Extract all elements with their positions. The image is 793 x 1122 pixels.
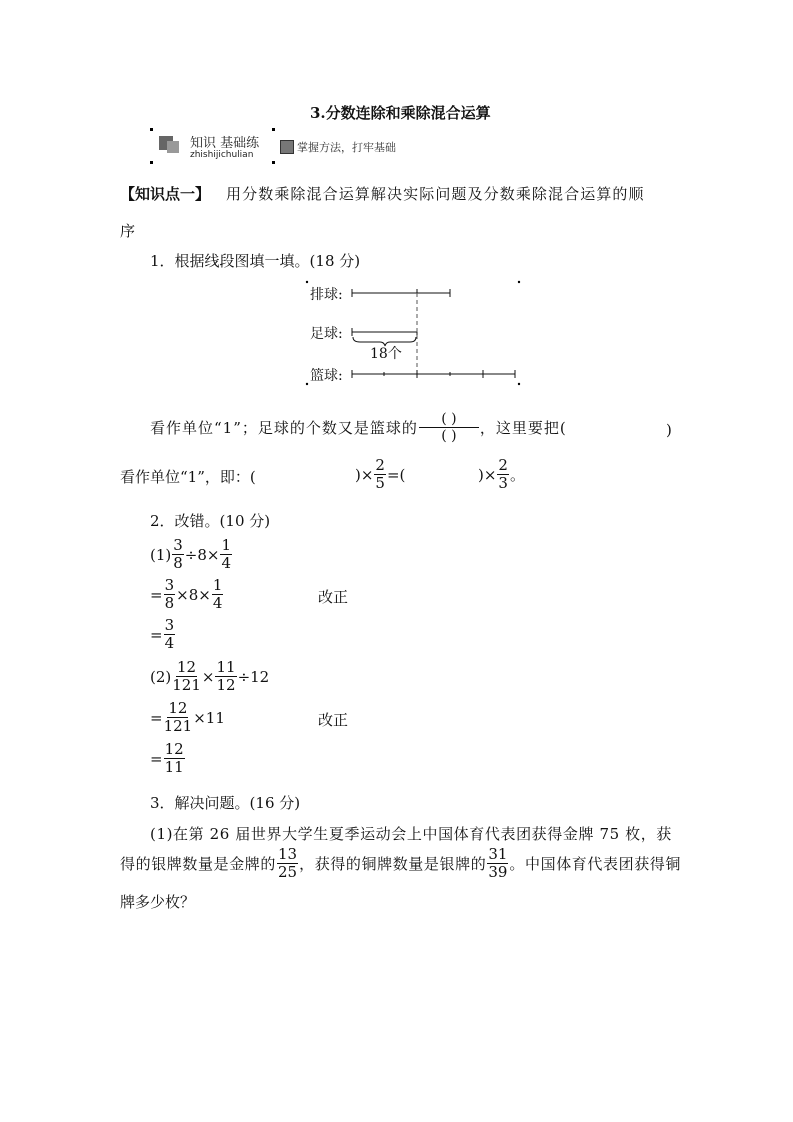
- corner-mark: [518, 281, 520, 283]
- fraction-num: 3: [164, 616, 175, 634]
- blank-fraction-num: ( ): [419, 412, 479, 428]
- fraction: [215, 660, 236, 693]
- equals: =: [150, 585, 163, 604]
- operator: ÷12: [237, 667, 270, 686]
- q1-heading: 1．根据线段图填一填。(18 分): [150, 252, 361, 270]
- fraction-den: 4: [212, 594, 223, 612]
- q2-p2-fix-label: 改正: [318, 711, 349, 729]
- q3-line2-text: 得的银牌数量是金牌的: [120, 855, 277, 873]
- fraction-den: 5: [375, 474, 385, 492]
- equals: =: [150, 749, 163, 768]
- fraction-num: 12: [177, 658, 197, 676]
- fraction-num: 3: [173, 536, 183, 554]
- q1-line1-text2: ，这里要把(: [479, 419, 567, 437]
- knowledge-point-label: 【知识点一】: [120, 185, 211, 203]
- corner-mark: [306, 281, 308, 283]
- banner-tag: 掌握方法，打牢基础: [297, 141, 396, 154]
- q1-line1: [150, 412, 567, 443]
- knowledge-point-text: 用分数乘除混合运算解决实际问题及分数乘除混合运算的顺: [226, 185, 645, 203]
- fraction: [164, 701, 193, 734]
- operator: ×8×: [176, 585, 211, 604]
- q1-line2-expr2: [478, 458, 525, 491]
- fraction-num: 1: [212, 576, 223, 594]
- fraction-num: 31: [488, 845, 508, 863]
- q1-line1-close: ): [666, 421, 672, 439]
- q3-line2-text2: ，获得的铜牌数量是银牌的: [299, 855, 487, 873]
- equals: =: [150, 708, 163, 727]
- fraction-num: 2: [375, 456, 385, 474]
- fraction-den: 3: [498, 474, 508, 492]
- fraction-2-3: [497, 458, 509, 491]
- corner-mark: [518, 383, 520, 385]
- label-lanqiu: 篮球:: [310, 368, 343, 384]
- fraction-num: 2: [498, 456, 508, 474]
- fraction-den: 12: [216, 676, 236, 694]
- fraction-num: 11: [216, 658, 236, 676]
- banner-square-icon: [280, 140, 294, 154]
- fraction: [212, 578, 224, 611]
- q2-p1-row3: [150, 618, 176, 651]
- knowledge-point-text-cont: 序: [120, 222, 136, 240]
- blank-fraction-den: ( ): [441, 428, 457, 444]
- fraction-den: 39: [488, 863, 508, 881]
- q1-line1-text: 看作单位“1”；足球的个数又是篮球的: [150, 419, 418, 437]
- fraction-den: 11: [164, 758, 184, 776]
- operator: ×: [201, 667, 215, 686]
- equals: =: [150, 625, 163, 644]
- knowledge-point-line: [120, 183, 645, 204]
- q2-p2-row2: [150, 701, 225, 734]
- q3-line3: 牌多少枚？: [120, 893, 196, 911]
- q3-heading: 3．解决问题。(16 分): [150, 794, 301, 812]
- fraction-num: 12: [164, 740, 184, 758]
- fraction-num: 13: [278, 845, 298, 863]
- q1-line2-expr: [355, 458, 405, 491]
- fraction-den: 8: [173, 554, 183, 572]
- label-paiqiu: 排球:: [310, 287, 343, 303]
- q2-p1-label: (1): [150, 545, 172, 564]
- q2-p2-row1: [150, 660, 269, 693]
- fraction: [172, 538, 184, 571]
- fraction-den: 8: [164, 594, 175, 612]
- fraction-num: 3: [164, 576, 175, 594]
- fraction-den: 4: [221, 554, 232, 572]
- q1-line2-op2: )×: [478, 465, 497, 484]
- fraction-13-25: [277, 847, 298, 880]
- banner-title: 知识 基础练: [190, 136, 260, 151]
- fraction: [164, 578, 176, 611]
- q2-p1-row1: [150, 538, 233, 571]
- fraction: [172, 660, 201, 693]
- q1-line2-text: 看作单位“1”，即：(: [120, 468, 256, 486]
- page-title: 3.分数连除和乘除混合运算: [310, 104, 491, 122]
- q2-p1-row2: [150, 578, 224, 611]
- fraction: [220, 538, 232, 571]
- q2-p2-label: (2): [150, 667, 172, 686]
- label-count: 18个: [370, 346, 402, 362]
- fraction-2-5: [374, 458, 386, 491]
- q1-line2-op: )×: [355, 465, 374, 484]
- q3-line2-text3: 。中国体育代表团获得铜: [509, 855, 682, 873]
- fraction: [164, 618, 176, 651]
- fraction-num: 1: [221, 536, 232, 554]
- fraction: [164, 742, 185, 775]
- fraction-den: 121: [172, 676, 201, 694]
- q1-line2-end: 。: [509, 466, 525, 484]
- banner-pinyin: zhishijichulian: [190, 150, 254, 160]
- fraction-den: 25: [278, 863, 298, 881]
- section-banner: [150, 128, 412, 164]
- fraction-num: 12: [168, 699, 188, 717]
- q2-p2-row3: [150, 742, 186, 775]
- operator: ÷8×: [184, 545, 220, 564]
- fraction-den: 4: [164, 634, 175, 652]
- blank-fraction[interactable]: [419, 412, 479, 443]
- q2-heading: 2．改错。(10 分): [150, 512, 271, 530]
- operator: ×11: [193, 708, 225, 727]
- q3-line1: (1)在第 26 届世界大学生夏季运动会上中国体育代表团获得金牌 75 枚，获: [150, 825, 672, 843]
- q2-p1-fix-label: 改正: [318, 588, 349, 606]
- q3-line2: [120, 847, 681, 880]
- fraction-den: 121: [163, 717, 193, 735]
- q1-line2-eq: =(: [386, 465, 406, 484]
- label-zuqiu: 足球:: [310, 326, 343, 342]
- fraction-31-39: [487, 847, 508, 880]
- corner-mark: [306, 383, 308, 385]
